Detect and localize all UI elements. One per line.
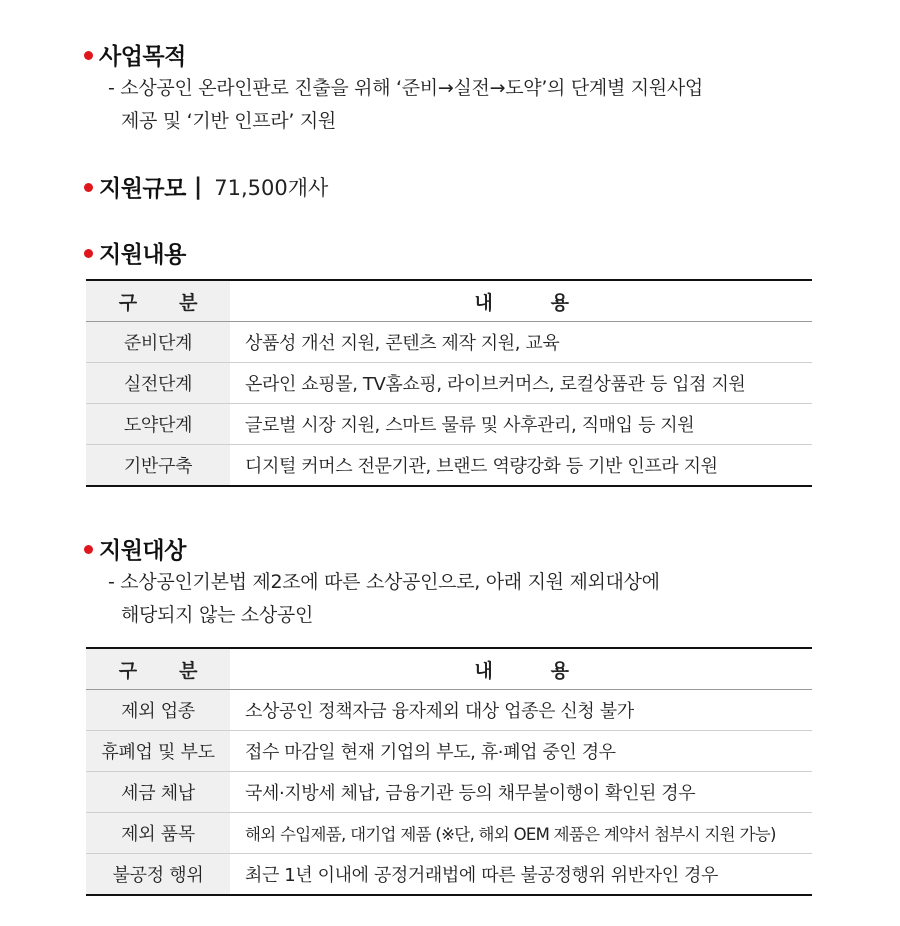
row-category: 제외 품목 <box>86 813 231 853</box>
row-detail: 상품성 개선 지원, 콘텐츠 제작 지원, 교육 <box>245 333 560 354</box>
header-category: 구 분 <box>86 281 231 321</box>
bullet-dot-icon <box>84 545 93 554</box>
purpose-description <box>108 72 703 138</box>
exclusion-table <box>86 647 812 896</box>
section-purpose-heading <box>84 38 186 71</box>
purpose-line-1: - 소상공인 온라인판로 진출을 위해 ‘준비→실전→도약’의 단계별 지원사업 <box>108 77 703 99</box>
bullet-dot-icon <box>84 249 93 258</box>
section-title: 사업목적 <box>99 44 186 70</box>
table-header-row <box>86 281 812 322</box>
section-target-heading <box>84 532 186 565</box>
purpose-line-2: 제공 및 ‘기반 인프라’ 지원 <box>121 110 336 132</box>
row-detail: 소상공인 정책자금 융자제외 대상 업종은 신청 불가 <box>245 701 634 722</box>
table-row <box>86 772 812 813</box>
row-stage: 준비단계 <box>86 322 231 362</box>
row-detail: 온라인 쇼핑몰, TV홈쇼핑, 라이브커머스, 로컬상품관 등 입점 지원 <box>245 374 746 395</box>
row-detail: 디지털 커머스 전문기관, 브랜드 역량강화 등 기반 인프라 지원 <box>245 456 718 477</box>
row-detail: 해외 수입제품, 대기업 제품 (※단, 해외 OEM 제품은 계약서 첨부시 지원 가능) <box>245 825 776 844</box>
table-row <box>86 322 812 363</box>
table-header-row <box>86 649 812 690</box>
row-category: 불공정 행위 <box>86 854 231 894</box>
section-title: 지원내용 <box>99 242 186 268</box>
row-category: 휴폐업 및 부도 <box>86 731 231 771</box>
section-scale-heading <box>84 170 328 203</box>
row-detail: 국세·지방세 체납, 금융기관 등의 채무불이행이 확인된 경우 <box>245 783 696 804</box>
row-category: 제외 업종 <box>86 690 231 730</box>
row-stage: 기반구축 <box>86 445 231 485</box>
row-detail: 글로벌 시장 지원, 스마트 물류 및 사후관리, 직매입 등 지원 <box>245 415 695 436</box>
row-stage: 도약단계 <box>86 404 231 444</box>
row-detail: 접수 마감일 현재 기업의 부도, 휴·폐업 중인 경우 <box>245 742 616 763</box>
title-separator: | <box>193 173 203 200</box>
section-title: 지원대상 <box>99 538 186 564</box>
table-row <box>86 690 812 731</box>
table-row <box>86 363 812 404</box>
row-stage: 실전단계 <box>86 363 231 403</box>
bullet-dot-icon <box>84 183 93 192</box>
target-description <box>108 566 660 632</box>
target-line-1: - 소상공인기본법 제2조에 따른 소상공인으로, 아래 지원 제외대상에 <box>108 571 660 593</box>
header-category: 구 분 <box>86 649 231 689</box>
row-category: 세금 체납 <box>86 772 231 812</box>
section-title: 지원규모 <box>99 176 186 202</box>
scale-value: 71,500개사 <box>214 175 329 200</box>
section-content-heading <box>84 236 186 269</box>
header-detail: 내 용 <box>231 281 812 321</box>
table-row <box>86 404 812 445</box>
header-detail: 내 용 <box>231 649 812 689</box>
table-row <box>86 813 812 854</box>
table-row <box>86 854 812 894</box>
support-content-table <box>86 279 812 487</box>
table-row <box>86 731 812 772</box>
row-detail: 최근 1년 이내에 공정거래법에 따른 불공정행위 위반자인 경우 <box>245 865 719 886</box>
bullet-dot-icon <box>84 51 93 60</box>
table-row <box>86 445 812 485</box>
target-line-2: 해당되지 않는 소상공인 <box>121 604 314 626</box>
